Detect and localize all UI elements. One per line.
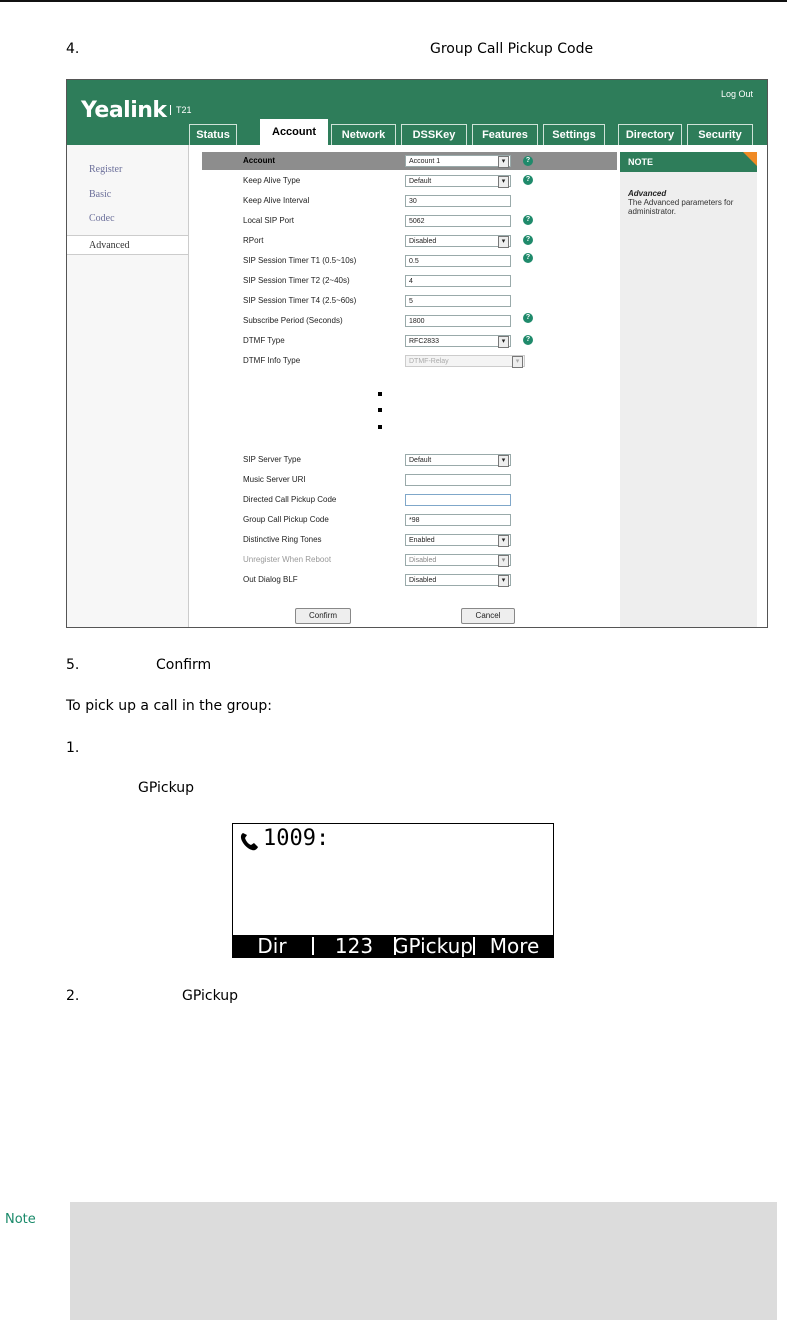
- row-label-timer-t4: SIP Session Timer T4 (2.5~60s): [243, 296, 357, 305]
- tab-directory[interactable]: Directory: [618, 124, 682, 145]
- softkey-gpickup[interactable]: GPickup: [392, 934, 473, 958]
- row-label-local-sip-port: Local SIP Port: [243, 216, 294, 225]
- help-icon[interactable]: ?: [523, 313, 533, 323]
- row-label-timer-t1: SIP Session Timer T1 (0.5~10s): [243, 256, 357, 265]
- keep-alive-interval-field[interactable]: 30: [405, 195, 511, 207]
- tab-security[interactable]: Security: [687, 124, 753, 145]
- row-label-sip-server-type: SIP Server Type: [243, 455, 301, 464]
- group-pickup-code-field[interactable]: *98: [405, 514, 511, 526]
- help-icon[interactable]: ?: [523, 175, 533, 185]
- note-panel-header: [620, 152, 757, 172]
- row-label-group-pickup-code: Group Call Pickup Code: [243, 515, 329, 524]
- timer-t4-field[interactable]: 5: [405, 295, 511, 307]
- unregister-when-reboot-select[interactable]: Disabled ▾: [405, 554, 511, 566]
- step5-term: Confirm: [156, 657, 212, 673]
- handset-icon: [238, 830, 260, 852]
- row-label-out-dialog-blf: Out Dialog BLF: [243, 575, 298, 584]
- note-label: Note: [5, 1212, 36, 1227]
- help-icon[interactable]: ?: [523, 156, 533, 166]
- softkey-more[interactable]: More: [489, 934, 540, 958]
- help-icon[interactable]: ?: [523, 235, 533, 245]
- dtmf-type-select[interactable]: RFC2833 ▾: [405, 335, 511, 347]
- row-label-unregister-when-reboot: Unregister When Reboot: [243, 555, 332, 564]
- account-settings-form: [202, 152, 617, 627]
- note-panel-text: The Advanced parameters for administrator.: [628, 198, 734, 216]
- nav-register[interactable]: Register: [89, 164, 123, 175]
- directed-pickup-code-field[interactable]: [405, 494, 511, 506]
- step4-number: 4.: [66, 41, 80, 57]
- distinctive-ring-tones-select[interactable]: Enabled ▾: [405, 534, 511, 546]
- row-label-distinctive-ring-tones: Distinctive Ring Tones: [243, 535, 322, 544]
- row-label-directed-pickup-code: Directed Call Pickup Code: [243, 495, 337, 504]
- web-ui-header: [67, 80, 767, 145]
- note-panel-subtitle: Advanced: [628, 189, 667, 198]
- local-sip-port-field[interactable]: 5062: [405, 215, 511, 227]
- logout-link[interactable]: Log Out: [720, 89, 753, 99]
- softkey-dir[interactable]: Dir: [257, 934, 287, 958]
- account-select[interactable]: Account 1 ▾: [405, 155, 511, 167]
- nav-advanced[interactable]: Advanced: [67, 235, 188, 255]
- pick-step1-term: GPickup: [138, 780, 195, 796]
- model-label: T21: [170, 105, 192, 115]
- out-dialog-blf-select[interactable]: Disabled ▾: [405, 574, 511, 586]
- softkey-divider: [312, 937, 314, 955]
- tab-account[interactable]: Account: [260, 119, 328, 146]
- step4-term: Group Call Pickup Code: [430, 41, 594, 57]
- confirm-button[interactable]: Confirm: [295, 608, 351, 624]
- step5-number: 5.: [66, 657, 80, 673]
- cancel-button[interactable]: Cancel: [461, 608, 515, 624]
- music-server-uri-field[interactable]: [405, 474, 511, 486]
- note-panel: [620, 152, 757, 627]
- row-label-keep-alive-type: Keep Alive Type: [243, 176, 301, 185]
- row-label-timer-t2: SIP Session Timer T2 (2~40s): [243, 276, 350, 285]
- tab-network[interactable]: Network: [331, 124, 396, 145]
- help-icon[interactable]: ?: [523, 253, 533, 263]
- sip-server-type-select[interactable]: Default ▾: [405, 454, 511, 466]
- pick-step1-number: 1.: [66, 740, 80, 756]
- tab-features[interactable]: Features: [472, 124, 538, 145]
- row-label-dtmf-type: DTMF Type: [243, 336, 285, 345]
- tab-dsskey[interactable]: DSSKey: [401, 124, 467, 145]
- yealink-logo: Yealink: [81, 98, 167, 123]
- help-icon[interactable]: ?: [523, 215, 533, 225]
- softkey-bar: [233, 935, 553, 957]
- help-icon[interactable]: ?: [523, 335, 533, 345]
- page-top-rule: [0, 0, 787, 2]
- dtmf-info-type-select: DTMF-Relay ▾: [405, 355, 525, 367]
- left-nav: [67, 145, 189, 627]
- tab-status[interactable]: Status: [189, 124, 237, 145]
- timer-t1-field[interactable]: 0.5: [405, 255, 511, 267]
- pick-step2-term: GPickup: [182, 988, 239, 1004]
- row-label-music-server-uri: Music Server URI: [243, 475, 306, 484]
- nav-basic[interactable]: Basic: [89, 189, 112, 200]
- pick-step2-number: 2.: [66, 988, 80, 1004]
- ellipsis-dot: [378, 425, 382, 429]
- tab-settings[interactable]: Settings: [543, 124, 605, 145]
- ellipsis-dot: [378, 392, 382, 396]
- row-label-dtmf-info-type: DTMF Info Type: [243, 356, 301, 365]
- rport-select[interactable]: Disabled ▾: [405, 235, 511, 247]
- note-panel-title: NOTE: [628, 157, 654, 167]
- section-heading: To pick up a call in the group:: [66, 698, 272, 714]
- row-label-rport: RPort: [243, 236, 264, 245]
- phone-lcd-screen: [232, 823, 554, 958]
- row-label-subscribe-period: Subscribe Period (Seconds): [243, 316, 343, 325]
- note-corner-icon: [743, 152, 757, 166]
- web-ui-screenshot: [66, 79, 768, 628]
- row-label-keep-alive-interval: Keep Alive Interval: [243, 196, 310, 205]
- softkey-divider: [473, 937, 475, 955]
- timer-t2-field[interactable]: 4: [405, 275, 511, 287]
- subscribe-period-field[interactable]: 1800: [405, 315, 511, 327]
- row-label-account: Account: [243, 156, 275, 165]
- ellipsis-dot: [378, 408, 382, 412]
- note-box: [70, 1202, 777, 1320]
- keep-alive-type-select[interactable]: Default ▾: [405, 175, 511, 187]
- dialed-number: 1009:: [263, 826, 330, 851]
- softkey-123[interactable]: 123: [334, 934, 374, 958]
- nav-codec[interactable]: Codec: [89, 213, 115, 224]
